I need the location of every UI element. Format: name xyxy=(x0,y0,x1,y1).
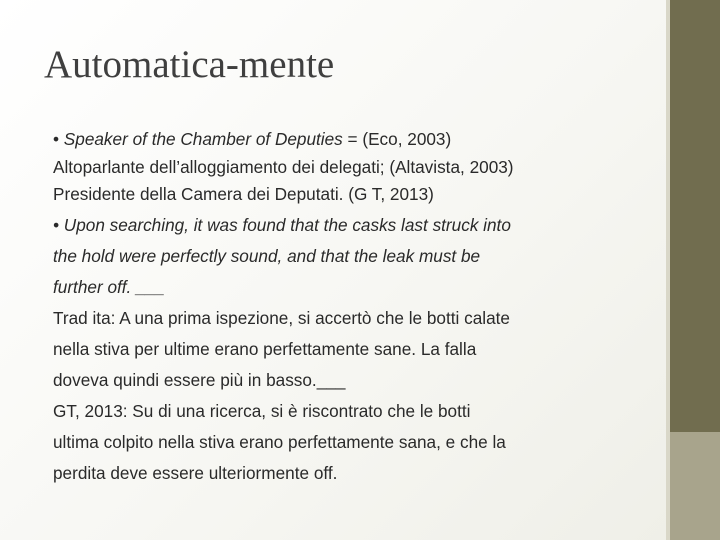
content-line-5: the hold were perfectly sound, and that the leak must be xyxy=(53,246,481,266)
content-line-9: doveva quindi essere più in basso.___ xyxy=(53,370,346,390)
content-line-2: Altoparlante dell’alloggiamento dei delegati; (Altavista, 2003) xyxy=(53,157,514,177)
content-line-11: ultima colpito nella stiva erano perfettamente sana, e che la xyxy=(53,432,506,452)
content-line-8: nella stiva per ultime erano perfettamente sane. La falla xyxy=(53,339,477,359)
slide-title: Automatica-mente xyxy=(44,43,335,86)
sidebar-accent-bar-bottom xyxy=(670,432,720,540)
content-line-6: further off. ___ xyxy=(53,277,165,297)
bullet-line-2: • Upon searching, it was found that the casks last struck into xyxy=(53,215,511,235)
slide-content xyxy=(53,124,653,489)
bullet-1-prefix: • xyxy=(53,129,64,149)
bullet-line-1 xyxy=(53,124,653,155)
bullet-1-italic: Speaker of the Chamber of Deputies xyxy=(63,129,343,149)
content-line-10: GT, 2013: Su di una ricerca, si è riscontrato che le botti xyxy=(53,401,471,421)
content-line-7: Trad ita: A una prima ispezione, si accertò che le botti calate xyxy=(53,308,510,328)
content-line-3: Presidente della Camera dei Deputati. (G T, 2013) xyxy=(53,184,434,204)
bullet-1-suffix: = (Eco, 2003) xyxy=(342,129,452,149)
content-line-12: perdita deve essere ulteriormente off. xyxy=(53,463,338,483)
sidebar-accent-bar xyxy=(670,0,720,432)
